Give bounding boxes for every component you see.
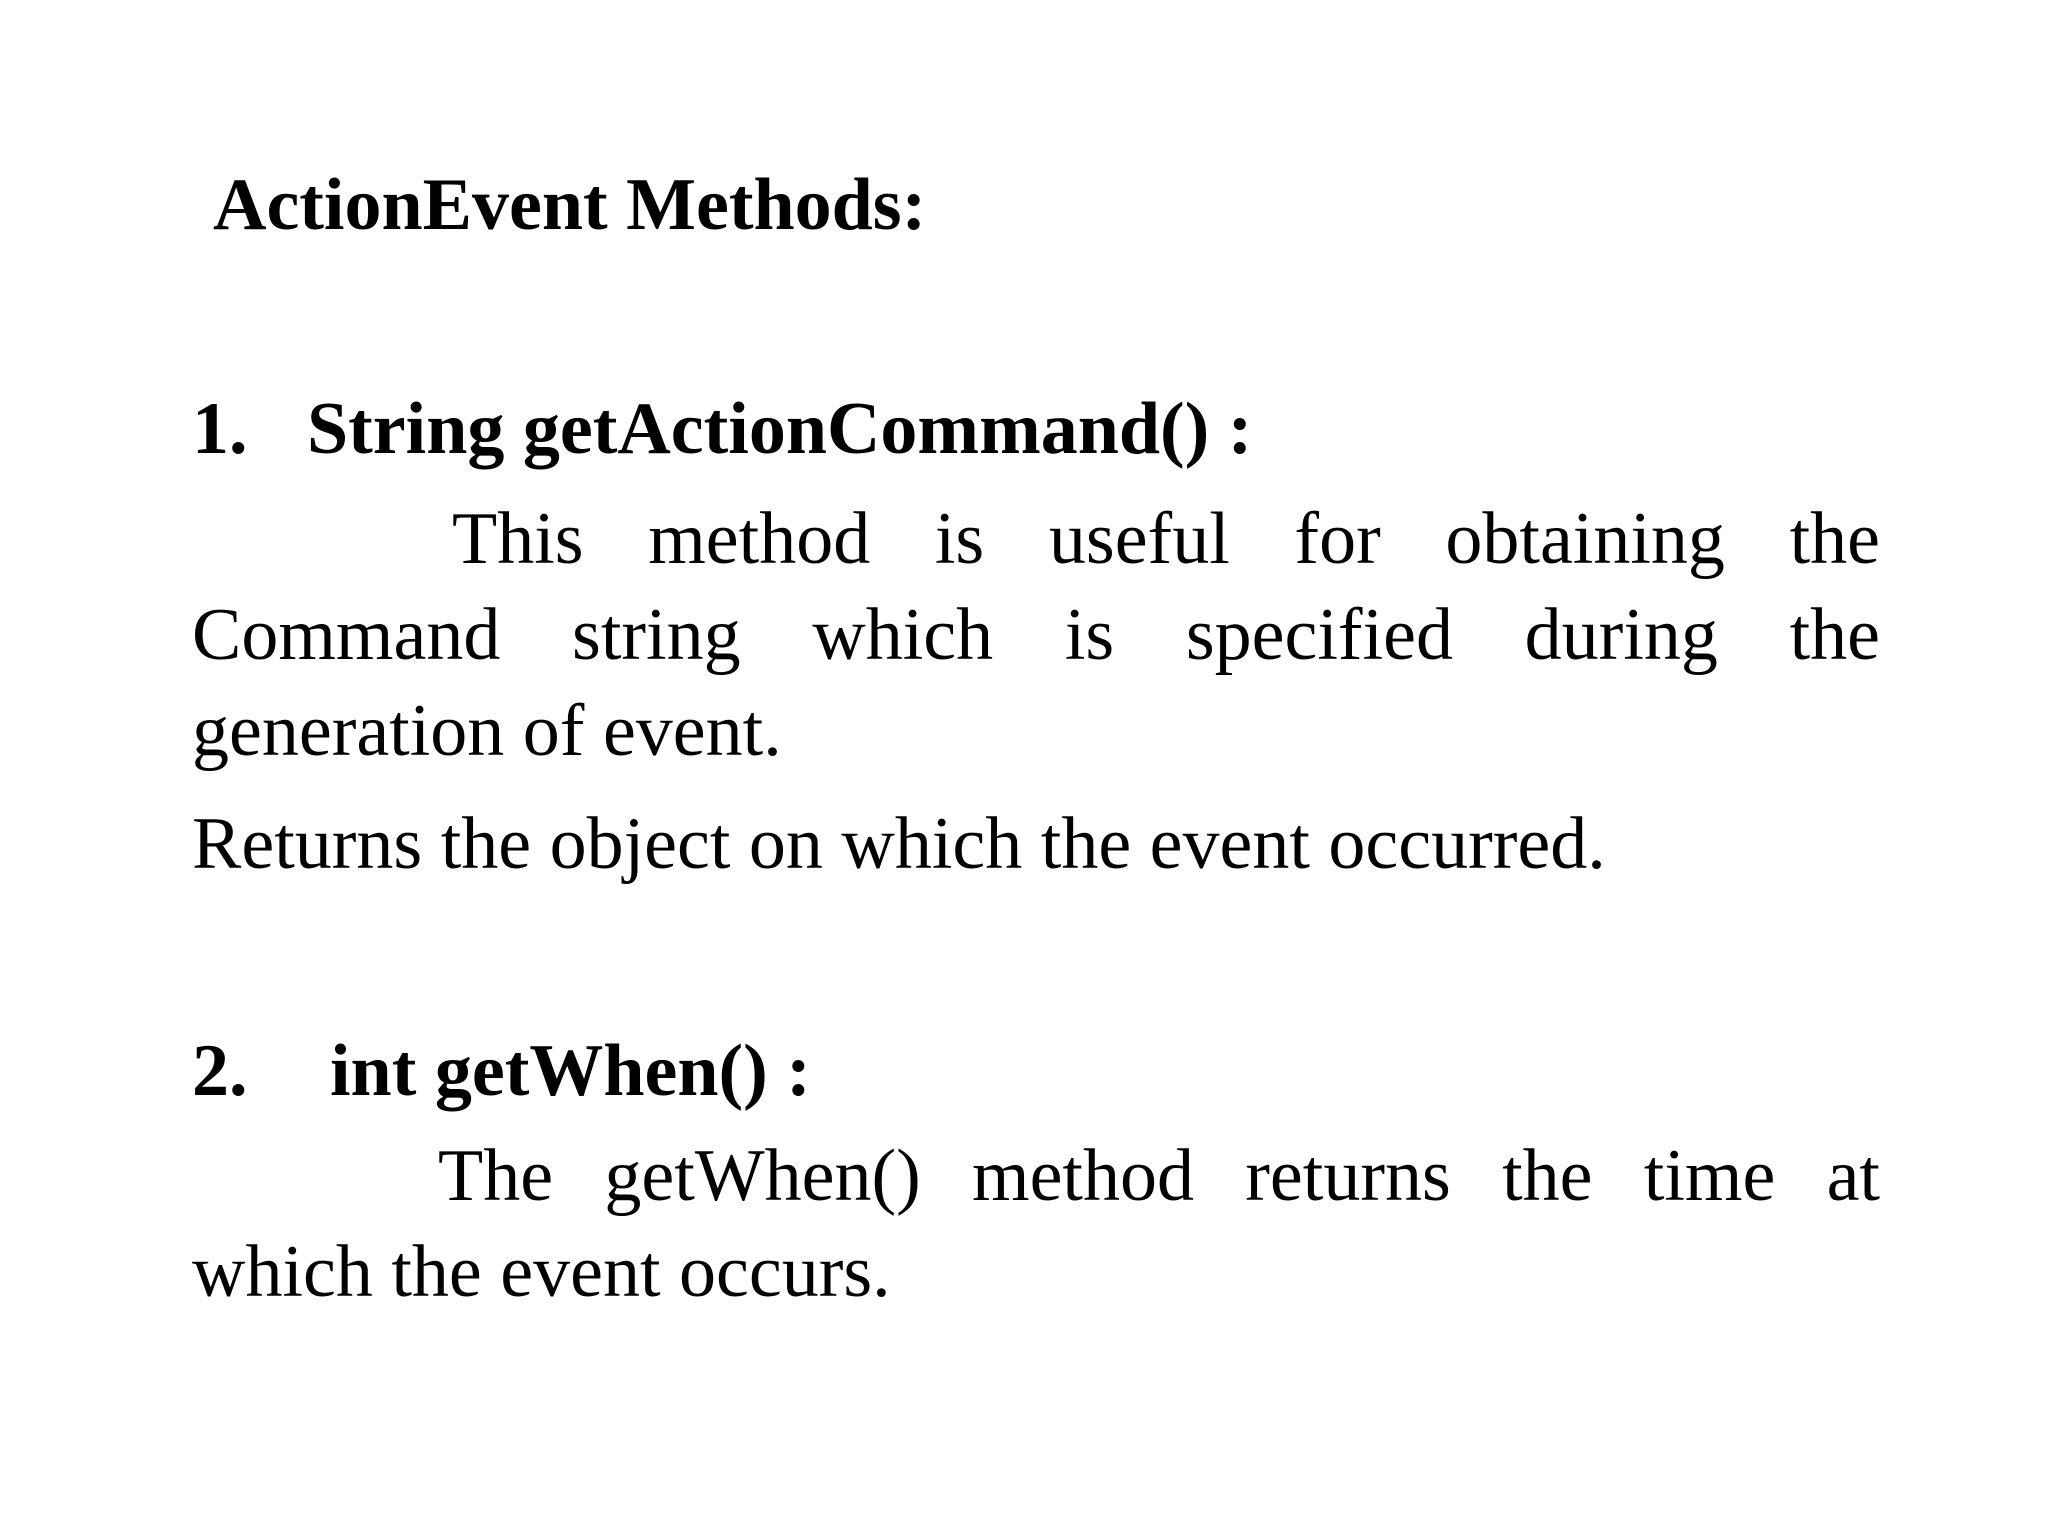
method-number: 1. [192, 388, 248, 470]
slide-title: ActionEvent Methods: [213, 164, 927, 246]
method-description: The getWhen() method returns the time at which the event occurs. [192, 1135, 1880, 1313]
method-return-note: Returns the object on which the event occurred. [192, 803, 1606, 885]
method-signature: int getWhen() : [330, 1030, 811, 1112]
method-number: 2. [192, 1030, 248, 1112]
method-heading-get-when [192, 1026, 811, 1116]
method-description: This method is useful for obtaining the Command string which is specified during the generation of event. [192, 498, 1880, 772]
method-signature: String getActionCommand() : [307, 388, 1253, 470]
method-heading-get-action-command [192, 384, 1252, 474]
